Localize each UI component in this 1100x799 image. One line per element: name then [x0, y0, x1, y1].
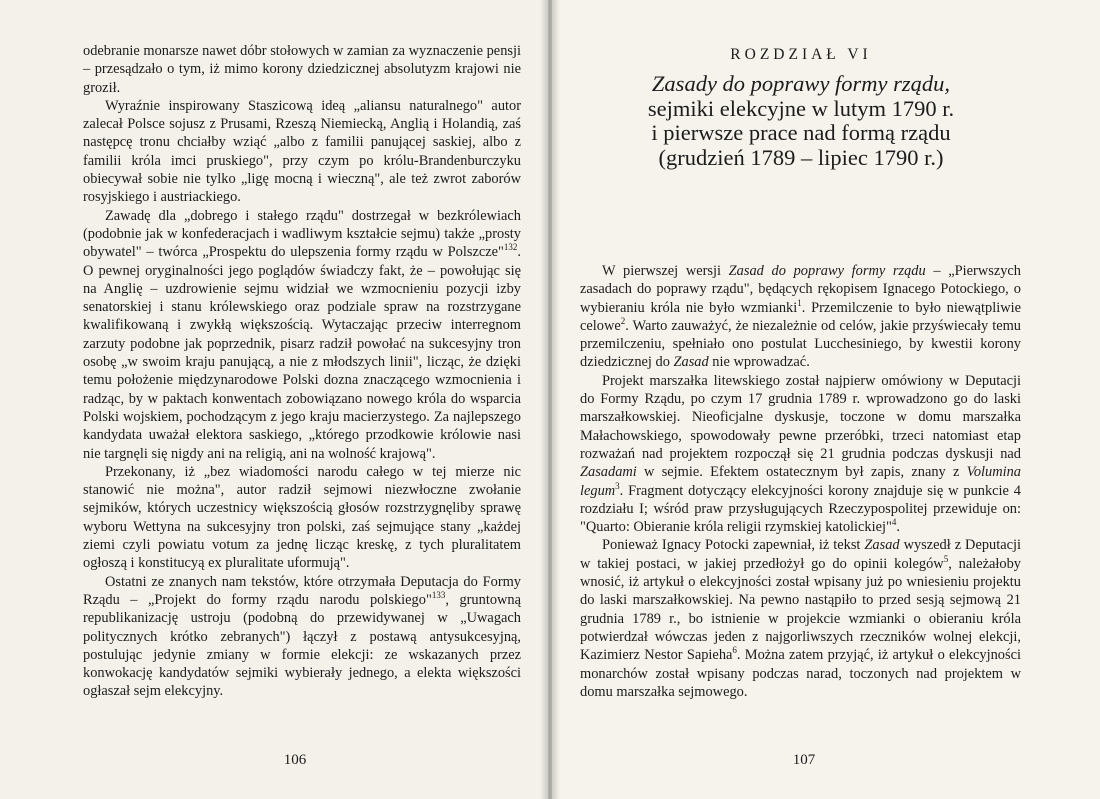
book-gutter: [540, 0, 560, 799]
paragraph-text: Projekt marszałka litewskiego został najpierw omówiony w Deputacji do Formy Rządu, po czym 17 grudnia 1789 r. wprowadzono go do laski marszałkowskiej. Nieoficjalne dyskusje, toczone w domu marszałka Małachowskiego, spowodowały pewne przeróbki, trzeci natomiast etap rozważań nad projektem rozpoczął się 21 grudnia podczas dyskusji nad: [580, 372, 1021, 462]
paragraph-text: Ponieważ Ignacy Potocki zapewniał, iż tekst: [602, 537, 865, 554]
footnote-ref: 133: [431, 590, 446, 601]
paragraph-text: w sejmie. Efektem ostatecznym był zapis, znany z: [636, 464, 967, 481]
paragraph-text: nie wprowadzać.: [708, 354, 810, 371]
chapter-title-line: i pierwsze prace nad formą rządu: [651, 120, 951, 145]
left-page-text: [83, 42, 521, 701]
italic-title: Zasad do poprawy formy rządu: [728, 263, 926, 279]
paragraph-text: Ostatni ze znanych nam tekstów, które otrzymała Deputacja do Formy Rządu – „Projekt do formy rządu narodu polskiego": [83, 573, 521, 608]
italic-title: Volumina legum: [580, 464, 1021, 499]
italic-title: Zasadami: [580, 464, 637, 481]
paragraph: [83, 573, 521, 701]
paragraph: odebranie monarsze nawet dóbr stołowych w zamian za wyznaczenie pensji – przesądzało o tym, iż mimo korony dziedzicznej absolutyzm krajowi nie groził.: [83, 43, 521, 96]
right-page: [552, 0, 1100, 799]
footnote-ref: 132: [503, 242, 518, 253]
paragraph: [580, 536, 1021, 701]
footnote-ref: 2: [620, 316, 626, 327]
paragraph: [580, 372, 1021, 537]
paragraph-text: – „Pierwszych zasadach do poprawy rządu", będących rękopisem Ignacego Potockiego, o wybieraniu króla nie było wzmianki: [580, 263, 1021, 316]
paragraph-text: . Przemilczenie to było niewątpliwie celowe: [580, 299, 1021, 334]
paragraph-text: , należałoby wnosić, iż artykuł o elekcyjności został wpisany już po wniesieniu projektu do laski marszałkowskiej. Na pewno nastąpiło to przed sesją sejmową 21 grudnia 1789 r., bo istnienie w projekcie wzmianki o obieraniu króla potwierdzał wówczas jeden z najgorliwszych rzeczników wolnej elekcji, Kazimierz Nestor Sapieha: [580, 555, 1021, 664]
left-page: [0, 0, 548, 799]
paragraph-text: W pierwszej wersji: [602, 263, 729, 279]
footnote-ref: 5: [943, 553, 949, 564]
paragraph: Wyraźnie inspirowany Staszicową ideą „aliansu naturalnego" autor zalecał Polsce sojusz z Prusami, Rzeszą Niemiecką, Anglią i Holandią, zaś następcę tronu chciałby wziąć „albo z familii panującej saskiej, albo z familii króla imci pruskiego", przy czym po królu-Brandenburczyku obiecywał sobie nie tylko „ligę mocną i wieczną", ale też zwrot zaborów rosyjskiego i austriackiego.: [83, 97, 521, 206]
paragraph-text: wyszedł z Deputacji w takiej postaci, w jakiej przedłożył go do opinii kolegów: [580, 537, 1021, 572]
chapter-title-line: Zasady do poprawy formy rządu,: [651, 71, 951, 96]
footnote-ref: 4: [891, 517, 897, 528]
paragraph: Przekonany, iż „bez wiadomości narodu całego w tej mierze nic stanowić nie można", autor radził sejmowi niezwłoczne zwołanie sejmików, których uczestnicy większością głosów rozstrzygnęliby sprawę wyboru Wettyna na sukcesyjny tron polski, zaś sejmujące stany „każdej ziemi czyli powiatu votum za jednę licząc kreskę, z tych pluralitatem ogłoszą i konstitucyą ex pluralitate uformują".: [83, 463, 521, 572]
paragraph-text: .: [896, 519, 900, 536]
right-page-text: [580, 262, 1021, 701]
chapter-title-line: sejmiki elekcyjne w lutym 1790 r.: [647, 95, 955, 121]
paragraph-text: , gruntowną republikanizację ustroju (podobną do przewidywanej w „Uwagach politycznych krótko zebranych") łączył z postawą antysukcesyjną, postulując jedynie zmiany w formie elekcji: ze wskazanych przez konwokację kandydatów sejmiki wybierały jednego, a elekta większości ogłaszał sejm elekcyjny.: [83, 591, 521, 700]
italic-title: Zasad: [864, 537, 900, 554]
page-number: 107: [792, 752, 816, 768]
paragraph: [83, 207, 521, 463]
paragraph-text: . Można zatem przyjąć, iż artykuł o elekcyjności monarchów został wpisany podczas narad, toczonych nad projektem w domu marszałka sejmowego.: [580, 647, 1021, 700]
paragraph-text: . Warto zauważyć, że niezależnie od celów, jakie przyświecały temu przemilczeniu, spełniało ono postulat Lucchesiniego, by kwestii korony dziedzicznej do: [580, 317, 1021, 371]
chapter-title: [552, 72, 1050, 170]
chapter-title-line: (grudzień 1789 – lipiec 1790 r.): [658, 144, 944, 170]
italic-title: Zasad: [673, 354, 709, 371]
footnote-ref: 1: [797, 297, 802, 308]
paragraph: [580, 262, 1021, 372]
chapter-label: ROZDZIAŁ VI: [730, 46, 872, 63]
paragraph-text: . Fragment dotyczący elekcyjności korony znajduje się w punkcie 4 rozdziału I; wśród praw przysługujących Rzeczypospolitej przewiduje on: "Quarto: Obieranie króla religii rzymskiej katolickiej": [580, 482, 1021, 536]
page-number: 106: [283, 752, 307, 768]
paragraph-text: Zawadę dla „dobrego i stałego rządu" dostrzegał w bezkrólewiach (podobnie jak w konfederacjach i wadliwym kształcie sejmu) także „prosty obywatel" – twórca „Prospektu do ulepszenia formy rządu w Polszcze": [83, 207, 521, 261]
paragraph-text: . O pewnej oryginalności jego poglądów świadczy fakt, że – powołując się na Anglię – uzdrowienie sejmu widział we wzmocnieniu pozycji izby senatorskiej i stanu królewskiego oraz podziale spraw na rozstrzygane kwalifikowaną i zwykłą większością. Wytaczając przeciw interregnom zarzuty podobne jak poprzednik, pisarz radził powołać na sukcesyjny tron osobę „w swoim kraju panującą, a nie z młodszych linii", licząc, że dzięki temu położenie międzynarodowe Polski dozna znaczącego wzmocnienia i radząc, by w paktach konwentach zobowiązano nowego króla do wsparcia Polski wojskiem, pochodzącym z jego kraju macierzystego. Za najlepszego kandydata uważał elektora saskiego, „którego przodkowie królowie nasi nie targnęli się nigdy ani na religią, ani na wolność krajową".: [83, 244, 521, 462]
footnote-ref: 3: [615, 480, 620, 491]
footnote-ref: 6: [732, 645, 737, 656]
